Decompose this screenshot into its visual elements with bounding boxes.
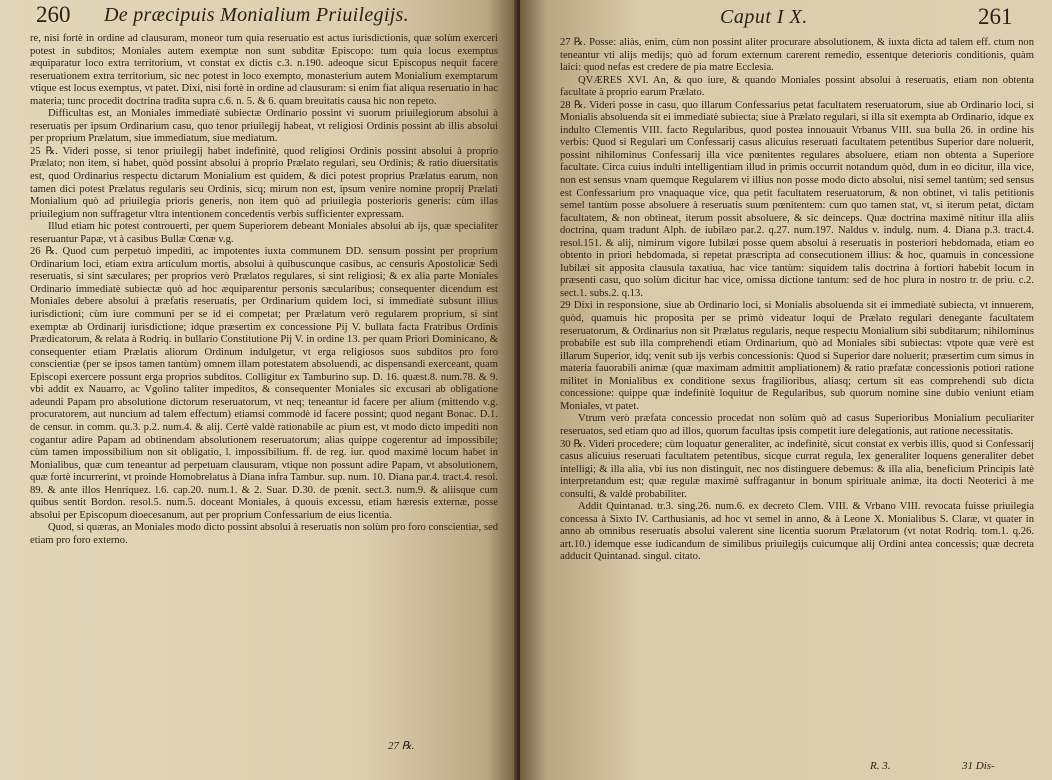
left-catchword: 27 ℞. <box>388 740 415 752</box>
left-page-text <box>30 33 498 547</box>
left-running-head: De præcipuis Monialium Priuilegijs. <box>104 4 409 26</box>
right-paragraph: 30 ℞. Videri procedere; cùm loquatur generaliter, ac indefinitè, sicut constat ex verbis illis, quod si Confessarij casus alicuius reseruati facultatem petentibus, sicque currat regula, lex generaliter loquens generaliter debet intelligi; & illa alia, vbi ius non distinguit, nec nos distinguere debemus: & illa alia, beneficium Principis latè interpretandum est; quæ regulæ maximè suffragantur in bonum spirituale animæ, ita docti Neoterici à me consulti, & valdè probabiliter. <box>560 438 1034 500</box>
right-catchword: 31 Dis- <box>962 760 995 772</box>
left-paragraph: Difficultas est, an Moniales immediatè subiectæ Ordinario possint vi suorum priuilegiorum absolui à reseruatis per ipsum Ordinarium casu, quo tenor priuilegij habeat, vt religiosi Ordinis possint ab illis absolui per proprium Prælatum, siue immediatum, siue mediatum. <box>30 108 498 145</box>
left-paragraph: 25 ℞. Videri posse, si tenor priuilegij habet indefinitè, quod religiosi Ordinis possint absolui à proprio Prælato; non item, si habet, quòd possint absolui à proprio Prælato regulari, seu Ordinis; & ratio diuersitatis est, quod Ordinarius respectu dictarum Monialium est quidem, & dici potest proprius Prælatus earum, non tamen dici potest Prælatus regularis seu Ordinis, sicq; mirum non est, ipsum venire nomine proprij Prælati Monialium quò ad priuilegia prioris generis, non item quò ad priuilegia posterioris generis: cùm illas priuilegium non suffragetur vltra intentionem concedentis verbis sufficienter expressam. <box>30 145 498 220</box>
right-catchword-signature: R. 3. <box>870 760 891 772</box>
right-page <box>520 0 1052 780</box>
right-paragraph: Addit Quintanad. tr.3. sing.26. num.6. ex decreto Clem. VIII. & Vrbano VIII. revocata fuisse priuilegia concessa à Sixto IV. Carthusianis, ad hoc vt semel in anno, & à Leone X. Monialibus S. Claræ, vt quater in anno ab omnibus reseruatis absolui valerent sine licentia suorum Prælatorum (vt notat Rodriq. tom.1. q.26. art.10.) idemque esse iudicandum de similibus priuilegijs cuicumque alij Ordini antea concessis; quæ decreta adducit Quintanad. singul. citato. <box>560 501 1034 563</box>
left-paragraph: Illud etiam hic potest controuerti, per quem Superiorem debeant Moniales absolui ab ijs, quæ specialiter reseruantur Papæ, vt à casibus Bullæ Cœnæ v.g. <box>30 221 498 245</box>
right-paragraph: 28 ℞. Videri posse in casu, quo illarum Confessarius petat facultatem reseruatorum, siue ab Ordinario loci, si Monialis absoluenda sit ei immediatè subiecta; siue à Prælato regulari, si illa sit exempta ab Ordinario, idque ex indulto Clementis VIII. facto Regularibus, quod postea innouauit Vrbanus VIII. sua bulla 26. in ordine his verbis: Quod si Regulari um Confessarij casus alicuius reseruati facultatem petentibus Superior dare noluerit, possint nihilominus Confessarij illa vice pœnitentes regulares absoluere, etiam non obtenta a Superiore facultate. Circa cuius indulti intelligentiam illud in primis occurrit notandum quòd, dum in eo dicitur, illa vice, non est sensus vnam quemque Regularem vi illius non posse modo dicto absolui, nisi semel tantùm; sed sensus est Confessarium pro vnaquaque vice, qua petit facultatem reseruatorum, & non obtinet, vi talis petitionis semel tantùm posse absoluere à reseruatis suum pœnitentem: cum quo tamen stat, vt, si iterum petat, dictam facultatem, & non obtineat, iterum possit absoluere, & sic deinceps. Quæ doctrina maximè nititur illa aliis doctrina, quam tradunt Alph. de iubilæo par.2. q.27. num.197. Naldus v. indulg. num. 4. Diana p.3. tract.4. resol.151. & alij, nimirum vigore Iubilæi posse quem absolui à reseruatis in posteriori hebdomada, etiam eo obtento in priori hebdomada, si repetat præscripta ad consecutionem illius: & hoc, quamuis in concessione Iubilæi sit apposita clausula taxatiua, hac vice tantùm: siquidem talis doctrina à fortiori habebit locum in præsenti casu, quo solùm dicitur hac vice, omissa dictione tantum: sed de hoc plura in nostro tr. de priu. c.2. sect.1. subs.2. q.13. <box>560 99 1034 299</box>
right-paragraph: 27 ℞. Posse: aliàs, enim, cùm non possint aliter procurare absolutionem, & iuxta dicta ad talem eff. ctum non teneantur vti alijs medijs; quò ad forum externum carerent remedio, essentque deterioris conditionis, quàm laici: quod nefas est credere de pia matre Ecclesia. <box>560 37 1034 74</box>
right-paragraph: 29 Dixi in responsione, siue ab Ordinario loci, si Monialis absoluenda sit ei immediatè subiecta, vt innuerem, quòd, quamuis hic proposita per se primò videatur loqui de Prælato regulari denegante facultatem reseruatorum, & Ordinarius non sit Prælatus regularis, neque respectu Monialium sibi subditarum; nihilominus probabile est sub illa comprehendi etiam Ordinarium, quò ad Moniales sibi subiectas: vtpote quæ verè est illarum Superior, idq; venit sub ijs verbis concessionis: Quod si Superior dare noluerit; præsertim cum simus in materia fauorabili animæ (quæ maximam admittit ampliationem) & ratio præfatæ concessionis potiori ratione militet in Monialibus ex conditione sexus fragilioribus, aliasq; certum sit eas comprehendi sub dicta concessione: quippe quæ indefinitè loquitur de Regularibus, sub quorum nomine sine dubio veniunt etiam Moniales, vt patet. <box>560 300 1034 412</box>
left-page-number: 260 <box>36 2 71 27</box>
left-paragraph: re, nisi fortè in ordine ad clausuram, moneor tum quia reseruatio est actus iurisdictionis, quæ solùm exerceri potest in subditos; Moniales autem exemptæ non sunt subditæ Episcopo: tum quia locus exemptus æquiparatur loco extra territorium, vt constat ex dictis c.3. n.190. adeoque sicut Episcopus nequit facere reseruationem extra territorium, sic nec potest in loco exempto, monasterium autem Monialium exemptarum vtique est locus exemptus, vt patet. Dixi, nisi fortè in ordine ad clausuram: si enim fiat aliqua reseruatio in hac materia; tunc procedit doctrina tradita supra c.6. n. 5. & 6. quam breuitatis causa hic non repeto. <box>30 33 498 107</box>
right-running-head: Caput I X. <box>720 6 808 28</box>
left-page <box>0 0 518 780</box>
left-paragraph: Quod, si quæras, an Moniales modo dicto possint absolui à reseruatis non solùm pro foro conscientiæ, sed etiam pro foro externo. <box>30 522 498 546</box>
left-paragraph: 26 ℞. Quod cum perpetuò impediti, ac impotentes iuxta communem DD. sensum possint per proprium Ordinarium loci, etiam extra articulum mortis, absolui à quibuscunque casibus, ac censuris Apostolicæ Sedi reseruatis, si sint sæculares; per proprios verò Prælatos regulares, si sint religiosi; & ex alia parte Moniales Ordinario immediatè subiectæ quò ad hoc æquiparentur personis sæcularibus; consequenter dicendum est Moniales debere absolui à præfatis reseruatis, per Ordinarium quidem loci, si immediatè subsunt illius iurisdictioni; cùm iure communi per se id ei competat; per Prælatum verò regularem proprium, si sint exemptæ ab Ordinarij iurisdictione; idque præsertim ex concessione Pij V. bullata facta Fratribus Ordinis Prædicatorum, & relata à Rodriq. in bullario Constitutione Pij V. in ordine 13. per quam Priori Dominicano, & consequenter etiam Prælatis aliorum Ordinum indulgetur, vt erga religiosos suos subditos pro foro conscientiæ (per se ipsos tamen tantùm) omnem illam potestatem absoluendi, ac dispensandi exerceant, quam Episcopi exercere possunt erga proprios subditos. Colligitur ex Tamburino sup. D. 16. quæst.8. num.78. & 9. vbi addit ex Nauarro, ac Vgolino taliter impeditos, & consequenter Moniales sic excusari ab obligatione adeundi Papam pro absolutione dictorum reseruatorum, vt neq; teneantur id facere per alium (mittendo v.g. procuratorem, aut nuncium ad talem effectum) etiamsi commodè id facere possint; quod negant Bonac. D.1. de censur. in comm. qu.3. p.2. num.4. & alij. Certè valdè rationabile ac pium est, vt modo dicto impediti non cogantur adire Papam ad obtinendam absolutionem reseruatorum; alias quippe cogerentur ad impossibile; cùm tamen impossibilium non sit obligatio, l. impossibilium. ff. de reg. iur. quod maximè locum habet in Monialibus, quæ cum teneantur ad perpetuam clausuram, vtique non possunt adire Papam, vt absolutionem, quæ fortè incurrerint, vt proinde Homobrelatus à Diana infra Tambur. sup. num. 10. Diana par.4. tract.4. resol. 89. & ante illos Henriquez. l.6. cap.20. num.1. & 2. Suar. D.30. de pœnit. sect.3. num.9. & aliisque cum quibus sentit Bordon. resol.5. num.5. doceant Moniales, à quouis excessu, etiam hæresis externæ, posse absolui per Episcopum dioecesanum, aut per proprium Confessarium de eius licentia. <box>30 246 498 521</box>
right-page-text <box>560 37 1034 564</box>
right-paragraph: QVÆRES XVI. An, & quo iure, & quando Moniales possint absolui à reseruatis, etiam non obtenta facultate à proprio earum Prælato. <box>560 74 1034 99</box>
right-page-number: 261 <box>978 4 1013 29</box>
right-paragraph: Vtrum verò præfata concessio procedat non solùm quò ad casus Superioribus Monialium peculiariter reseruatos, sed etiam quo ad illos, quorum facultas ipsis competit iure delegationis, aut ratione necessitatis. <box>560 413 1034 437</box>
